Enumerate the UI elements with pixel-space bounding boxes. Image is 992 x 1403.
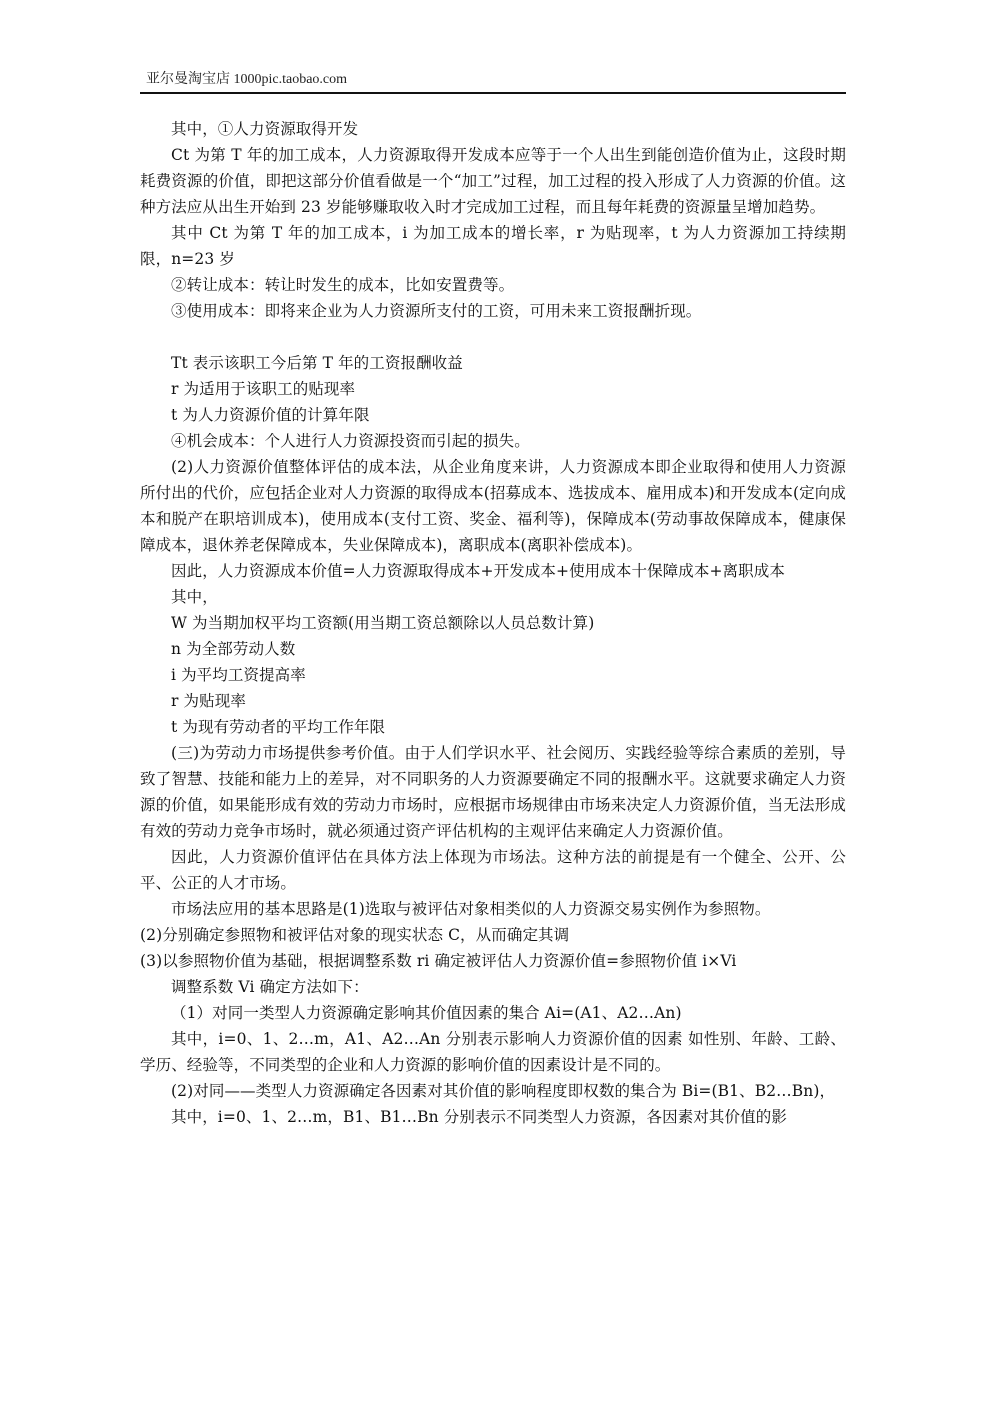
paragraph: 其中，i=0、1、2…m，A1、A2…An 分别表示影响人力资源价值的因素 如性别、年龄、工龄、学历、经验等，不同类型的企业和人力资源的影响价值的因素设计是不同的。 [140, 1030, 846, 1074]
paragraph: i 为平均工资提高率 [171, 666, 306, 684]
paragraph: 其中 Ct 为第 T 年的加工成本，i 为加工成本的增长率，r 为贴现率，t 为人力资源加工持续期限，n=23 岁 [140, 224, 846, 268]
paragraph: r 为适用于该职工的贴现率 [171, 380, 356, 398]
paragraph: r 为贴现率 [171, 692, 246, 710]
paragraph: 其中，i=0、1、2…m，B1、B1…Bn 分别表示不同类型人力资源，各因素对其价值的影 [171, 1108, 787, 1126]
document-body [140, 116, 846, 1130]
page-header: 亚尔曼淘宝店 1000pic.taobao.com [146, 72, 348, 87]
paragraph: t 为现有劳动者的平均工作年限 [171, 718, 386, 736]
paragraph: n 为全部劳动人数 [171, 640, 296, 658]
paragraph: ④机会成本：个人进行人力资源投资而引起的损失。 [171, 432, 530, 450]
paragraph: 因此，人力资源价值评估在具体方法上体现为市场法。这种方法的前提是有一个健全、公开、公平、公正的人才市场。 [140, 848, 846, 892]
paragraph: (2)分别确定参照物和被评估对象的现实状态 C，从而确定其调 [140, 926, 570, 944]
blank-line [140, 324, 846, 350]
paragraph: ②转让成本：转让时发生的成本，比如安置费等。 [171, 276, 515, 294]
paragraph: t 为人力资源价值的计算年限 [171, 406, 370, 424]
paragraph: （1）对同一类型人力资源确定影响其价值因素的集合 Ai=(A1、A2…An) [171, 1004, 682, 1022]
paragraph: (2)对同——类型人力资源确定各因素对其价值的影响程度即权数的集合为 Bi=(B1、B2…Bn)， [171, 1082, 836, 1100]
header-divider [140, 92, 846, 94]
paragraph: (2)人力资源价值整体评估的成本法，从企业角度来讲，人力资源成本即企业取得和使用人力资源所付出的代价，应包括企业对人力资源的取得成本(招募成本、选拔成本、雇用成本)和开发成本(定向成本和脱产在职培训成本)，使用成本(支付工资、奖金、福利等)，保障成本(劳动事故保障成本，健康保障成本，退休养老保障成本，失业保障成本)，离职成本(离职补偿成本)。 [140, 458, 846, 554]
paragraph: 市场法应用的基本思路是(1)选取与被评估对象相类似的人力资源交易实例作为参照物。 [171, 900, 771, 918]
paragraph: 因此，人力资源成本价值=人力资源取得成本+开发成本+使用成本十保障成本+离职成本 [171, 562, 785, 580]
paragraph: Ct 为第 T 年的加工成本，人力资源取得开发成本应等于一个人出生到能创造价值为止，这段时期耗费资源的价值，即把这部分价值看做是一个“加工”过程，加工过程的投入形成了人力资源的价值。这种方法应从出生开始到 23 岁能够赚取收入时才完成加工过程，而且每年耗费的资源量呈增加趋势。 [140, 146, 846, 216]
paragraph: (三)为劳动力市场提供参考价值。由于人们学识水平、社会阅历、实践经验等综合素质的差别，导致了智慧、技能和能力上的差异，对不同职务的人力资源要确定不同的报酬水平。这就要求确定人力资源的价值，如果能形成有效的劳动力市场时，应根据市场规律由市场来决定人力资源价值，当无法形成有效的劳动力竞争市场时，就必须通过资产评估机构的主观评估来确定人力资源价值。 [140, 744, 846, 840]
paragraph: (3)以参照物价值为基础，根据调整系数 ri 确定被评估人力资源价值=参照物价值 i×Vi [140, 952, 737, 970]
paragraph: 调整系数 Vi 确定方法如下： [171, 978, 369, 996]
paragraph: W 为当期加权平均工资额(用当期工资总额除以人员总数计算) [171, 614, 595, 632]
paragraph: 其中， [171, 588, 218, 606]
paragraph: Tt 表示该职工今后第 T 年的工资报酬收益 [171, 354, 463, 372]
paragraph: 其中，①人力资源取得开发 [171, 120, 359, 138]
paragraph: ③使用成本：即将来企业为人力资源所支付的工资，可用未来工资报酬折现。 [171, 302, 702, 320]
